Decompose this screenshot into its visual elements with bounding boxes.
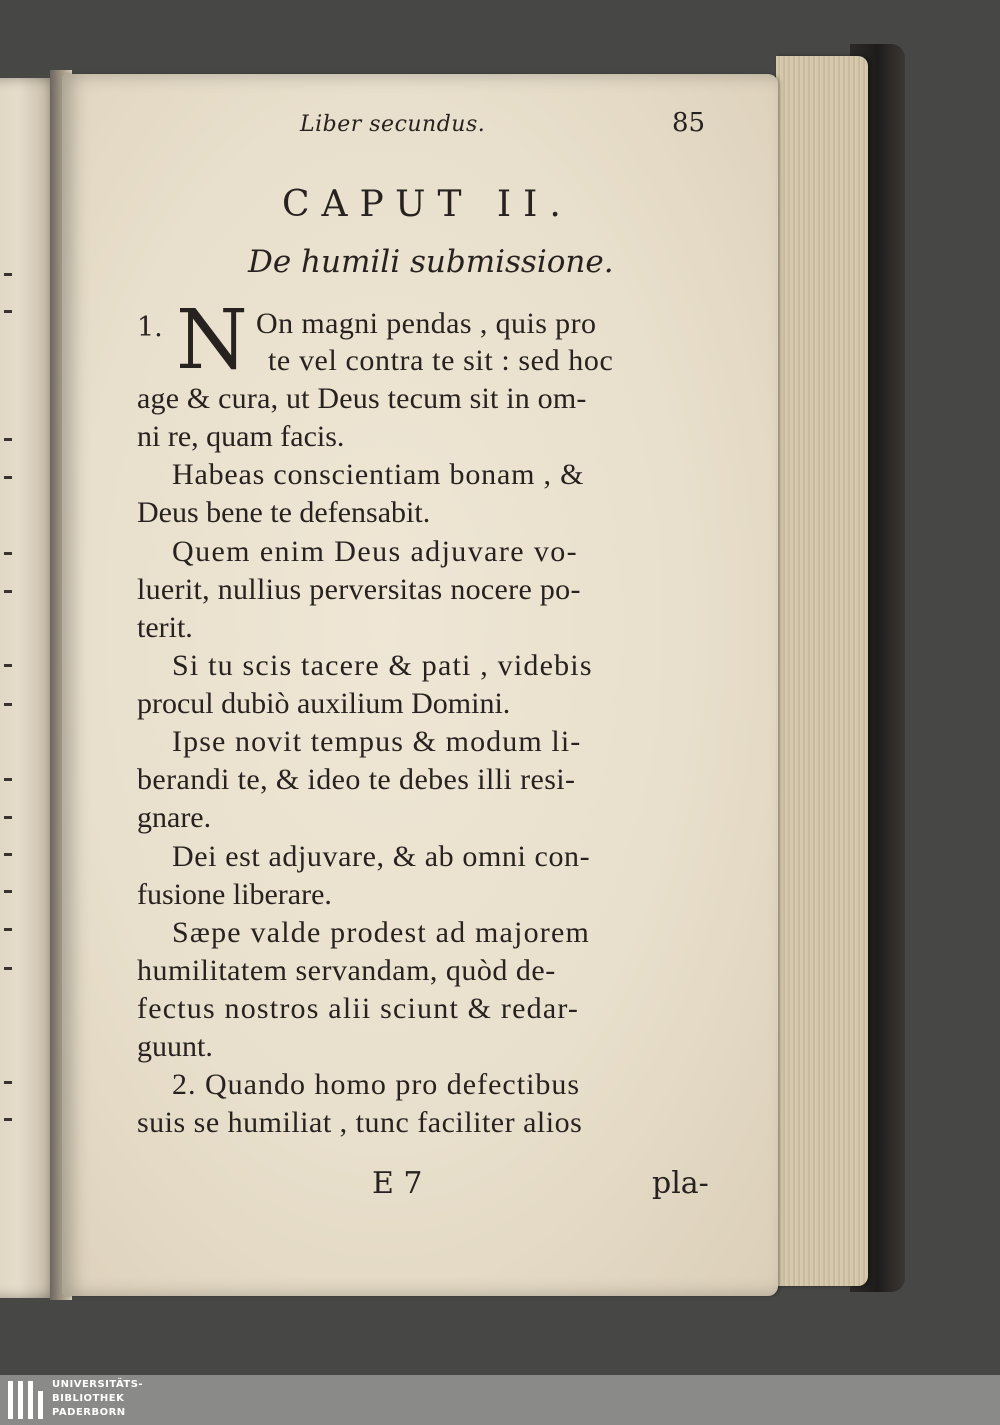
chapter-subtitle: De humili submissione.: [248, 244, 614, 280]
page-edges: [776, 56, 868, 1286]
text-line: suis se humiliat , tunc faciliter alios: [137, 1106, 583, 1139]
text-line: age & cura, ut Deus tecum sit in om-: [137, 382, 587, 415]
text-line: Deus bene te defensabit.: [137, 496, 431, 529]
drop-cap: N: [176, 293, 248, 388]
text-line: fusione liberare.: [137, 878, 332, 911]
signature-mark: E 7: [372, 1166, 423, 1201]
text-line: fectus nostros alii sciunt & redar-: [137, 992, 580, 1025]
text-line: humilitatem servandam, quòd de-: [137, 954, 556, 987]
text-line: berandi te, & ideo te debes illi resi-: [137, 763, 576, 796]
text-line: Si tu scis tacere & pati , videbis: [172, 649, 593, 682]
text-line: Quem enim Deus adjuvare vo-: [172, 535, 579, 568]
running-head: Liber secundus.: [300, 112, 486, 137]
text-line: Ipse novit tempus & modum li-: [172, 725, 582, 758]
library-footer: [0, 1375, 1000, 1425]
library-logo-icon: [8, 1381, 46, 1419]
institution-line: UNIVERSITÄTS-: [52, 1379, 144, 1390]
text-line: terit.: [137, 611, 193, 644]
text-line: 2. Quando homo pro defectibus: [172, 1068, 581, 1101]
text-line: te vel contra te sit : sed hoc: [268, 344, 614, 377]
chapter-title: CAPUT II.: [282, 184, 573, 225]
text-line: On magni pendas , quis pro: [256, 307, 597, 340]
paragraph-number: 1.: [137, 312, 163, 343]
text-line: ni re, quam facis.: [137, 420, 345, 453]
text-line: Habeas conscientiam bonam , &: [172, 458, 585, 491]
text-line: guunt.: [137, 1030, 213, 1063]
page-number: 85: [672, 108, 706, 138]
text-line: Sæpe valde prodest ad majorem: [172, 916, 591, 949]
catchword: pla-: [652, 1166, 709, 1201]
institution-line: BIBLIOTHEK: [52, 1393, 125, 1404]
text-line: Dei est adjuvare, & ab omni con-: [172, 840, 591, 873]
text-line: gnare.: [137, 801, 212, 834]
text-line: luerit, nullius perversitas nocere po-: [137, 573, 581, 606]
text-line: procul dubiò auxilium Domini.: [137, 687, 511, 720]
institution-name: [52, 1378, 143, 1420]
institution-line: PADERBORN: [52, 1407, 126, 1418]
